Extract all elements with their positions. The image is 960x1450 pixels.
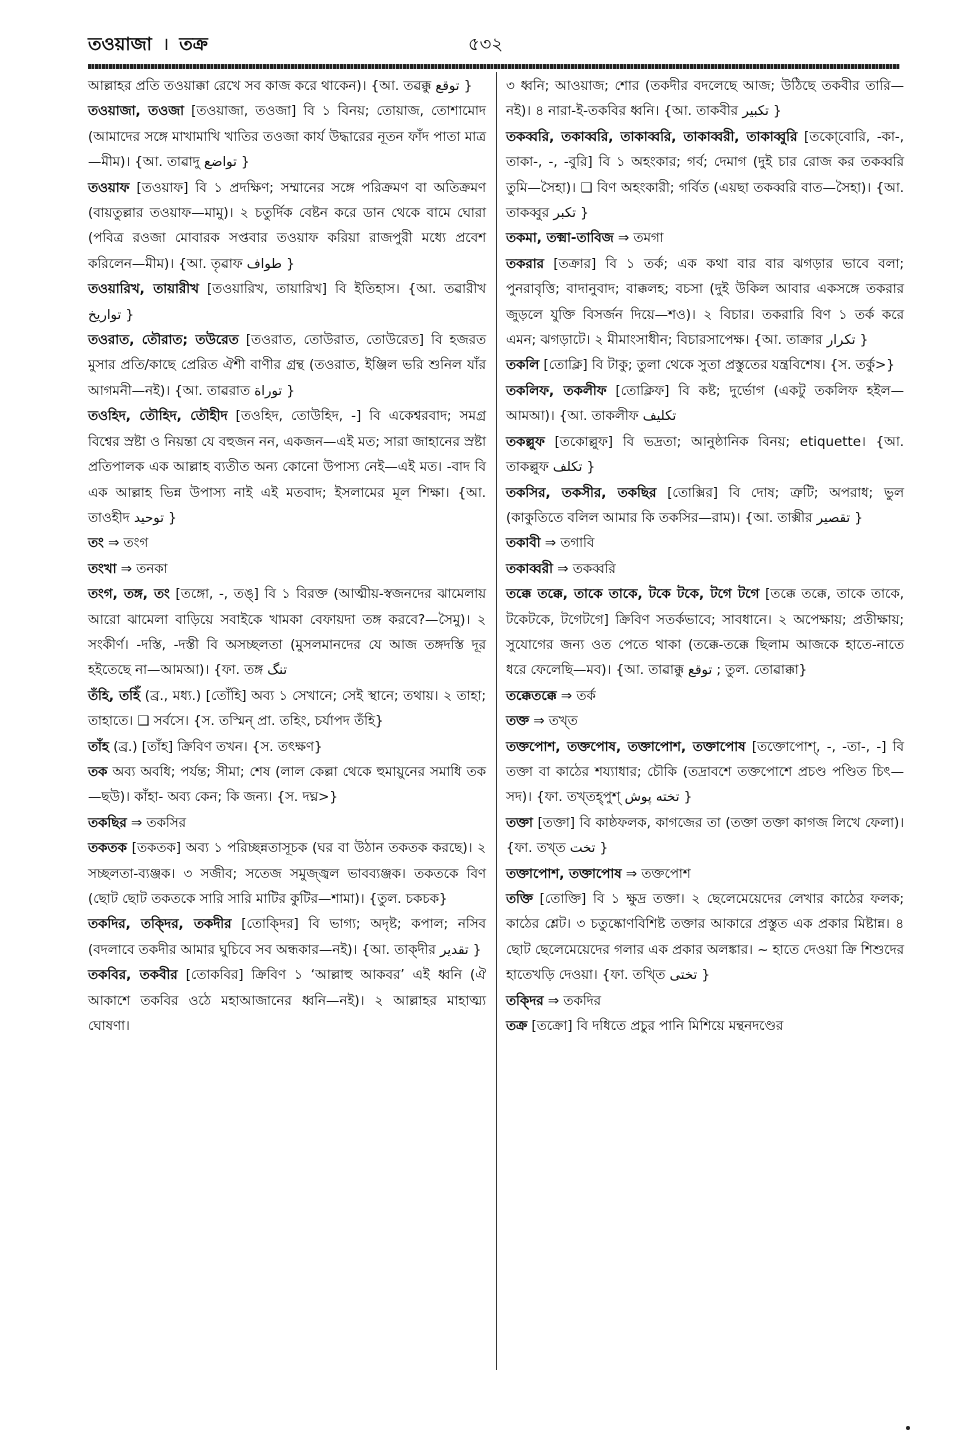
dictionary-entry: তক্তাপোশ, তক্তাপোষ ⇒ তক্তপোশ (506, 866, 691, 882)
dictionary-entry: তকাবী ⇒ তগাবি (506, 536, 595, 552)
dictionary-entry: তওরাত, তৌরাত; তউরেত [তওরাত, তোউরাত, তোউরেত] বি হজরত মুসার প্রতি/কাছে প্রেরিত ঐশী বাণীর গ্রন্থ (তওরাত, ইঞ্জিল ভরি শুনিল যাঁর আগমনী—নই)। {আ. তাৱরাত توراة } (88, 333, 486, 399)
dictionary-entry: তঁহি, তহিঁ (ব্র., মধ্য.) [তোঁহি] অব্য ১ সেখানে; সেই স্থানে; তথায়। ২ তাহা; তাহাতে। ❑ সর্বসে। {স. তস্মিন্ প্রা. তহিং, চর্যাপদ তঁহি} (88, 688, 486, 730)
page-number: ৫৩২ (468, 34, 504, 55)
page-header (88, 30, 900, 64)
dictionary-entry: তওয়ারিখ, তায়ারীখ [তওয়ারিখ, তায়ারিখ] বি ইতিহাস। {আ. তৱারীখ تواريخ } (88, 282, 486, 323)
first-guide-word: তওয়াজা (88, 34, 152, 55)
dictionary-entry: তং ⇒ তংগ (88, 536, 149, 552)
dictionary-entry: তক্কে তক্কে, তাকে তাকে, টকে টকে, টগে টগে [তক্কে তক্কে, তাকে তাকে, টকেটকে, টগেটগে] ক্রিবিণ সতর্কভাবে; সাবধানে। ২ অপেক্ষায়; প্রতীক্ষায়; সুযোগের জন্য ওত পেতে থাকা (তক্কে-তক্কে ছিলাম আজকে হাতে-নাতে ধরে ফেলেছি—মব)। {আ. তাৱাক্কু توقع ; তুল. তোৱাক্কা} (506, 587, 904, 679)
dictionary-entry: তংখা ⇒ তনকা (88, 561, 168, 577)
left-column (88, 74, 486, 1039)
dictionary-entry: তকসির, তকসীর, তকছির [তোক্সির] বি দোষ; ত্রুটি; অপরাধ; ভুল (কাকুতিতে বলিল আমার কি তকসির—রাম)। {আ. তাক্সীর تقصير } (506, 485, 904, 526)
dictionary-entry: তক্র [তক্রো] বি দধিতে প্রচুর পানি মিশিয়ে মন্থনদণ্ডের (506, 1019, 784, 1035)
dictionary-entry: তক্দির ⇒ তকদির (506, 993, 602, 1009)
dictionary-entry: তংগ, তঙ্গ, তং [তঙ্গো, -, তঙ্] বি ১ বিরক্ত (আত্মীয়-স্বজনদের ঝামেলায় আরো ঝামেলা বাড়িয়ে সবাইকে খামকা বেফায়দা তঙ্গ করবে?—সৈমু)। ২ সংকীর্ণ। -দস্তি, -দস্তী বি অসচ্ছলতা (মুসলমানদের যে আজ তঙ্গদস্তি দূর হইতেছে না—আমআ)। {ফা. তঙ্গ تنگ (88, 587, 486, 679)
dictionary-entry: তকাব্বরী ⇒ তকব্বরি (506, 561, 616, 577)
dictionary-entry: তকবির, তকবীর [তোকবির] ক্রিবিণ ১ ‘আল্লাহু আকবর’ এই ধ্বনি (ঐ আকাশে তকবির ওঠে মহাআজানের ধ্বনি—নই)। ২ আল্লাহর মাহাত্ম্য ঘোষণা। (88, 968, 486, 1035)
dictionary-entry: তক অব্য অবধি; পর্যন্ত; সীমা; শেষ (লাল কেল্লা থেকে হুমায়ুনের সমাধি তক—ছউ)। কাঁহা- অব্য কেন; কি জন্য। {স. দঘ্ন>} (88, 764, 486, 806)
running-head (88, 30, 208, 61)
dictionary-entry: তক্কেতক্কে ⇒ তর্ক (506, 688, 596, 704)
dictionary-entry: তকতক [তকতক] অব্য ১ পরিচ্ছন্নতাসূচক (ঘর বা উঠান তকতক করছে)। ২ সচ্ছলতা-ব্যঞ্জক। ৩ সজীব; সতেজ সমুজ্জ্বল ভাবব্যঞ্জক। তকতকে বিণ (ছোট ছোট তকতকে সারি সারি মাটির কুটির—শামা)। {তুল. চকচক} (88, 841, 486, 907)
dictionary-entry: তকল্লুফ [তকোল্লুফ] বি ভদ্রতা; আনুষ্ঠানিক বিনয়; etiquette। {আ. তাকল্লুফ تكلف } (506, 434, 904, 476)
dictionary-entry: তকলিফ, তকলীফ [তোক্লিফ] বি কষ্ট; দুর্ভোগ (একটু তকলিফ হইল—আমআ)। {আ. তাকলীফ تكليف (506, 383, 904, 425)
dictionary-entry: তকছির ⇒ তকসির (88, 815, 186, 831)
dictionary-entry: তক্তা [তক্তা] বি কাষ্ঠফলক, কাগজের তা (তক্তা তক্তা কাগজ লিখে ফেলা)। {ফা. তখ্ত تخت } (506, 815, 904, 857)
page-mark (906, 1426, 910, 1430)
dictionary-entry: তক্ত ⇒ তখ্ত (506, 714, 578, 730)
header-rule (88, 64, 900, 69)
guide-separator: । (162, 34, 170, 55)
dictionary-entry: তকমা, তক্মা-তাবিজ ⇒ তমগা (506, 231, 664, 247)
column-divider (496, 72, 497, 1370)
dictionary-entry: তওয়াজা, তওজা [তওয়াজা, তওজা] বি ১ বিনয়; তোয়াজ, তোশামোদ (আমাদের সঙ্গে মাখামাখি খাতির তওজা কার্য উদ্ধারের নূতন ফাঁদ পাতা মাত্র—মীম)। {আ. তাৱাদু تواضع } (88, 104, 486, 171)
dictionary-entry: তওয়াফ [তওয়াফ] বি ১ প্রদক্ষিণ; সম্মানের সঙ্গে পরিক্রমণ বা অতিক্রমণ (বায়তুল্লার তওয়াফ—মামু)। ২ চতুর্দিক বেষ্টন করে ডান থেকে বামে ঘোরা (পবিত্র রওজা মোবারক সপ্তবার তওয়াফ করিয়া রাজপুরী মধ্যে প্রবেশ করিলেন—মীম)। {আ. তৃৱাফ طواف } (88, 180, 486, 272)
dictionary-entry: তক্তপোশ, তক্তপোষ, তক্তাপোশ, তক্তাপোষ [তক্তোপোশ্, -, -তা-, -] বি তক্তা বা কাঠের শয্যাধার; চৌকি (তদ্রাবশে তক্তপোশে প্রচণ্ড পণ্ডিত চিৎ—সদ)। {ফা. তখ্তহ্পুশ্ تخته پوش } (506, 739, 904, 806)
dictionary-entry: তওহিদ, তৌহিদ, তৌহীদ [তওহিদ, তোউহিদ, -] বি একেশ্বরবাদ; সমগ্র বিশ্বের স্রষ্টা ও নিয়ন্তা যে বহুজন নন, একজন—এই মত; সারা জাহানের স্রষ্টা প্রতিপালক এক আল্লাহ ব্যতীত অন্য কোনো উপাস্য নেই—এই মত। -বাদ বি এক আল্লাহ ভিন্ন উপাস্য নাই এই মতবাদ; ইসলামের মূল শিক্ষা। {আ. তাওহীদ توحيد } (88, 409, 486, 526)
dictionary-entry: তক্তি [তোক্তি] বি ১ ক্ষুদ্র তক্তা। ২ ছেলেমেয়েদের লেখার কাঠের ফলক; কাঠের শ্লেট। ৩ চতুষ্কোণবিশিষ্ট তক্তার আকারে প্রস্তুত এক প্রকার মিষ্টান্ন। ৪ ছোট ছেলেমেয়েদের গলার এক প্রকার অলঙ্কার। ~ হাতে দেওয়া ক্রি শিশুদের হাতেখড়ি দেওয়া। {ফা. তখ্তি تختی } (506, 892, 904, 984)
dictionary-entry: তকলি [তোক্লি] বি টাকু; তুলা থেকে সুতা প্রস্তুতের যন্ত্রবিশেষ। {স. তর্কু>} (506, 358, 895, 374)
dictionary-entry: আল্লাহর প্রতি তওয়াক্কা রেখে সব কাজ করে থাকেন)। {আ. তৱক্কু توقع } (88, 79, 473, 94)
right-column (506, 74, 904, 1039)
dictionary-entry: তাঁহ (ব্র.) [তাঁহ] ক্রিবিণ তখন। {স. তৎক্ষণ} (88, 739, 323, 755)
dictionary-entry: তকব্বরি, তকাব্বরি, তাকাব্বরি, তাকাব্বরী, তাকাব্বুরি [তকো্বোরি, -কা-, তাকা-, -, -বুরি] বি ১ অহংকার; গর্ব; দেমাগ (দুই চার রোজ কর তকব্বরি তুমি—সৈহা)। ❑ বিণ অহংকারী; গর্বিত (এয়ছা তকব্বরি বাত—সৈহা)। {আ. তাকব্বুর تكبر } (506, 129, 904, 222)
dictionary-entry: তকদির, তক্দির, তকদীর [তোক্দির] বি ভাগ্য; অদৃষ্ট; কপাল; নসিব (বদলাবে তকদীর আমার ঘুচিবে সব অন্ধকার—নই)। {আ. তাক্দীর تقدير } (88, 917, 486, 958)
dictionary-entry: ৩ ধ্বনি; আওয়াজ; শোর (তকদীর বদলেছে আজ; উঠিছে তকবীর তারি—নই)। ৪ নারা-ই-তকবির ধ্বনি। {আ. তাকবীর تكبير } (506, 79, 904, 120)
last-guide-word: তক্র (179, 34, 208, 55)
dictionary-entry: তকরার [তক্রার] বি ১ তর্ক; এক কথা বার বার ঝগড়ার ভাবে বলা; পুনরাবৃত্তি; বাদানুবাদ; বাক্কলহ; বচসা (দুই উকিল আবার একসঙ্গে তকরার জুড়লে যুক্তি বিসর্জন দিয়ে—শও)। ২ বিচার। তকরারি বিণ ১ তর্ক করে এমন; ঝগড়াটে। ২ মীমাংসাধীন; বিচারসাপেক্ষ। {আ. তাক্রার تكرار } (506, 256, 904, 349)
